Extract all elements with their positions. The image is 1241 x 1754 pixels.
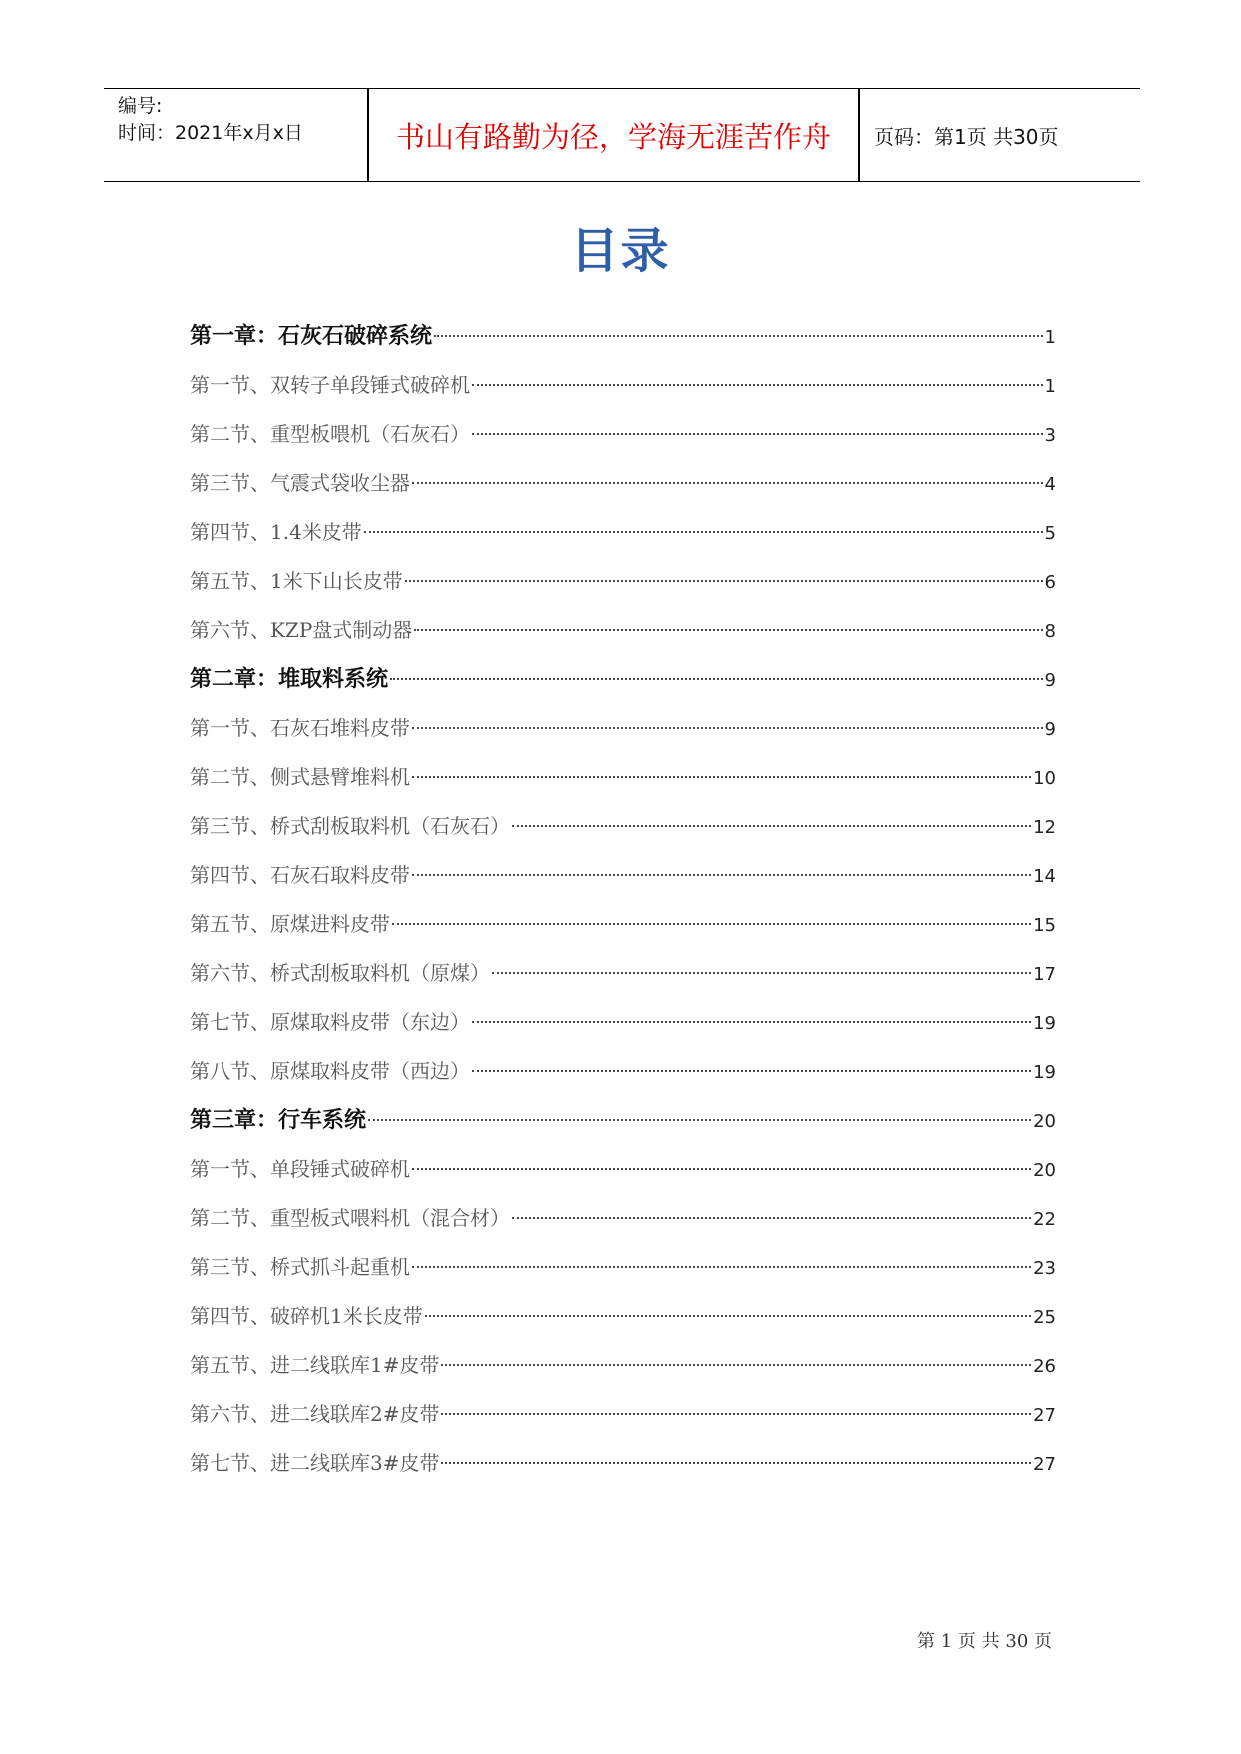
toc-entry-page-number: 19 — [1033, 1062, 1056, 1083]
toc-dot-leader — [390, 678, 1043, 680]
toc-entry-title: 第三节、桥式抓斗起重机 — [190, 1255, 410, 1279]
toc-section-entry[interactable] — [190, 1243, 1056, 1292]
toc-section-entry[interactable] — [190, 1341, 1056, 1390]
toc-dot-leader — [512, 825, 1031, 827]
toc-entry-title: 第三节、桥式刮板取料机（石灰石） — [190, 814, 510, 838]
toc-entry-title: 第一节、单段锤式破碎机 — [190, 1157, 410, 1181]
toc-entry-page-number: 26 — [1033, 1356, 1056, 1377]
toc-entry-title: 第六节、进二线联库2#皮带 — [190, 1402, 440, 1426]
toc-section-entry[interactable] — [190, 459, 1056, 508]
serial-label: 编号: — [118, 95, 163, 117]
toc-section-entry[interactable] — [190, 1292, 1056, 1341]
toc-dot-leader — [472, 433, 1043, 435]
toc-entry-page-number: 6 — [1044, 572, 1056, 593]
toc-section-entry[interactable] — [190, 1194, 1056, 1243]
toc-entry-page-number: 1 — [1044, 327, 1056, 348]
toc-dot-leader — [441, 1462, 1031, 1464]
toc-dot-leader — [405, 580, 1043, 582]
toc-section-entry[interactable] — [190, 606, 1056, 655]
toc-section-entry[interactable] — [190, 1145, 1056, 1194]
toc-entry-title: 第四节、1.4米皮带 — [190, 520, 362, 544]
toc-section-entry[interactable] — [190, 1390, 1056, 1439]
toc-section-entry[interactable] — [190, 900, 1056, 949]
toc-section-entry[interactable] — [190, 557, 1056, 606]
toc-entry-title: 第三章：行车系统 — [190, 1108, 367, 1133]
toc-dot-leader — [368, 1119, 1031, 1121]
toc-section-entry[interactable] — [190, 1047, 1056, 1096]
toc-dot-leader — [414, 629, 1042, 631]
toc-entry-title: 第四节、石灰石取料皮带 — [190, 863, 410, 887]
toc-entry-page-number: 14 — [1033, 866, 1056, 887]
toc-entry-title: 第五节、原煤进料皮带 — [190, 912, 390, 936]
toc-dot-leader — [412, 482, 1043, 484]
toc-entry-title: 第五节、进二线联库1#皮带 — [190, 1353, 440, 1377]
toc-entry-page-number: 23 — [1033, 1258, 1056, 1279]
page-footer: 第 1 页 共 30 页 — [917, 1631, 1052, 1652]
toc-entry-title: 第五节、1米下山长皮带 — [190, 569, 403, 593]
toc-dot-leader — [412, 1266, 1031, 1268]
toc-entry-title: 第一节、双转子单段锤式破碎机 — [190, 373, 470, 397]
toc-entry-title: 第七节、进二线联库3#皮带 — [190, 1451, 440, 1475]
header-motto: 书山有路勤为径，学海无涯苦作舟 — [395, 119, 831, 154]
toc-entry-page-number: 27 — [1033, 1405, 1056, 1426]
toc-dot-leader — [472, 1070, 1031, 1072]
table-of-contents — [190, 312, 1056, 1488]
toc-dot-leader — [472, 384, 1043, 386]
toc-chapter-entry[interactable] — [190, 1096, 1056, 1145]
toc-section-entry[interactable] — [190, 802, 1056, 851]
toc-entry-page-number: 27 — [1033, 1454, 1056, 1475]
toc-dot-leader — [412, 727, 1043, 729]
toc-section-entry[interactable] — [190, 508, 1056, 557]
toc-entry-title: 第八节、原煤取料皮带（西边） — [190, 1059, 470, 1083]
toc-section-entry[interactable] — [190, 1439, 1056, 1488]
toc-dot-leader — [364, 531, 1043, 533]
toc-dot-leader — [441, 1413, 1031, 1415]
page-header — [104, 88, 1140, 182]
toc-entry-title: 第一章：石灰石破碎系统 — [190, 324, 433, 349]
toc-entry-page-number: 9 — [1044, 670, 1056, 691]
toc-dot-leader — [412, 874, 1031, 876]
toc-entry-page-number: 3 — [1044, 425, 1056, 446]
toc-entry-title: 第二节、侧式悬臂堆料机 — [190, 765, 410, 789]
toc-entry-page-number: 9 — [1044, 719, 1056, 740]
toc-entry-title: 第二章：堆取料系统 — [190, 667, 389, 692]
toc-entry-page-number: 22 — [1033, 1209, 1056, 1230]
toc-entry-page-number: 25 — [1033, 1307, 1056, 1328]
header-meta — [118, 93, 303, 147]
toc-dot-leader — [434, 335, 1043, 337]
toc-entry-page-number: 12 — [1033, 817, 1056, 838]
toc-entry-page-number: 8 — [1044, 621, 1056, 642]
toc-entry-page-number: 4 — [1044, 474, 1056, 495]
toc-entry-page-number: 5 — [1044, 523, 1056, 544]
toc-section-entry[interactable] — [190, 704, 1056, 753]
toc-dot-leader — [392, 923, 1031, 925]
toc-entry-title: 第七节、原煤取料皮带（东边） — [190, 1010, 470, 1034]
header-divider-right — [858, 89, 860, 181]
toc-chapter-entry[interactable] — [190, 312, 1056, 361]
toc-chapter-entry[interactable] — [190, 655, 1056, 704]
toc-section-entry[interactable] — [190, 753, 1056, 802]
toc-dot-leader — [425, 1315, 1031, 1317]
toc-entry-page-number: 10 — [1033, 768, 1056, 789]
toc-entry-title: 第二节、重型板式喂料机（混合材） — [190, 1206, 510, 1230]
toc-section-entry[interactable] — [190, 998, 1056, 1047]
toc-section-entry[interactable] — [190, 361, 1056, 410]
toc-entry-title: 第一节、石灰石堆料皮带 — [190, 716, 410, 740]
toc-entry-page-number: 19 — [1033, 1013, 1056, 1034]
toc-entry-title: 第四节、破碎机1米长皮带 — [190, 1304, 423, 1328]
toc-entry-title: 第三节、气震式袋收尘器 — [190, 471, 410, 495]
toc-entry-page-number: 17 — [1033, 964, 1056, 985]
toc-entry-title: 第六节、KZP盘式制动器 — [190, 618, 413, 642]
toc-entry-page-number: 20 — [1033, 1160, 1056, 1181]
header-page-code: 页码：第1页 共30页 — [874, 124, 1059, 149]
toc-entry-page-number: 1 — [1044, 376, 1056, 397]
toc-dot-leader — [492, 972, 1031, 974]
toc-entry-page-number: 15 — [1033, 915, 1056, 936]
toc-dot-leader — [472, 1021, 1031, 1023]
toc-entry-title: 第二节、重型板喂机（石灰石） — [190, 422, 470, 446]
toc-entry-title: 第六节、桥式刮板取料机（原煤） — [190, 961, 490, 985]
toc-dot-leader — [512, 1217, 1031, 1219]
toc-dot-leader — [441, 1364, 1031, 1366]
time-label: 时间：2021年x月x日 — [118, 122, 303, 144]
toc-entry-page-number: 20 — [1033, 1111, 1056, 1132]
page-title: 目录 — [570, 223, 671, 279]
toc-section-entry[interactable] — [190, 949, 1056, 998]
toc-dot-leader — [412, 1168, 1031, 1170]
toc-section-entry[interactable] — [190, 851, 1056, 900]
toc-section-entry[interactable] — [190, 410, 1056, 459]
toc-dot-leader — [412, 776, 1031, 778]
